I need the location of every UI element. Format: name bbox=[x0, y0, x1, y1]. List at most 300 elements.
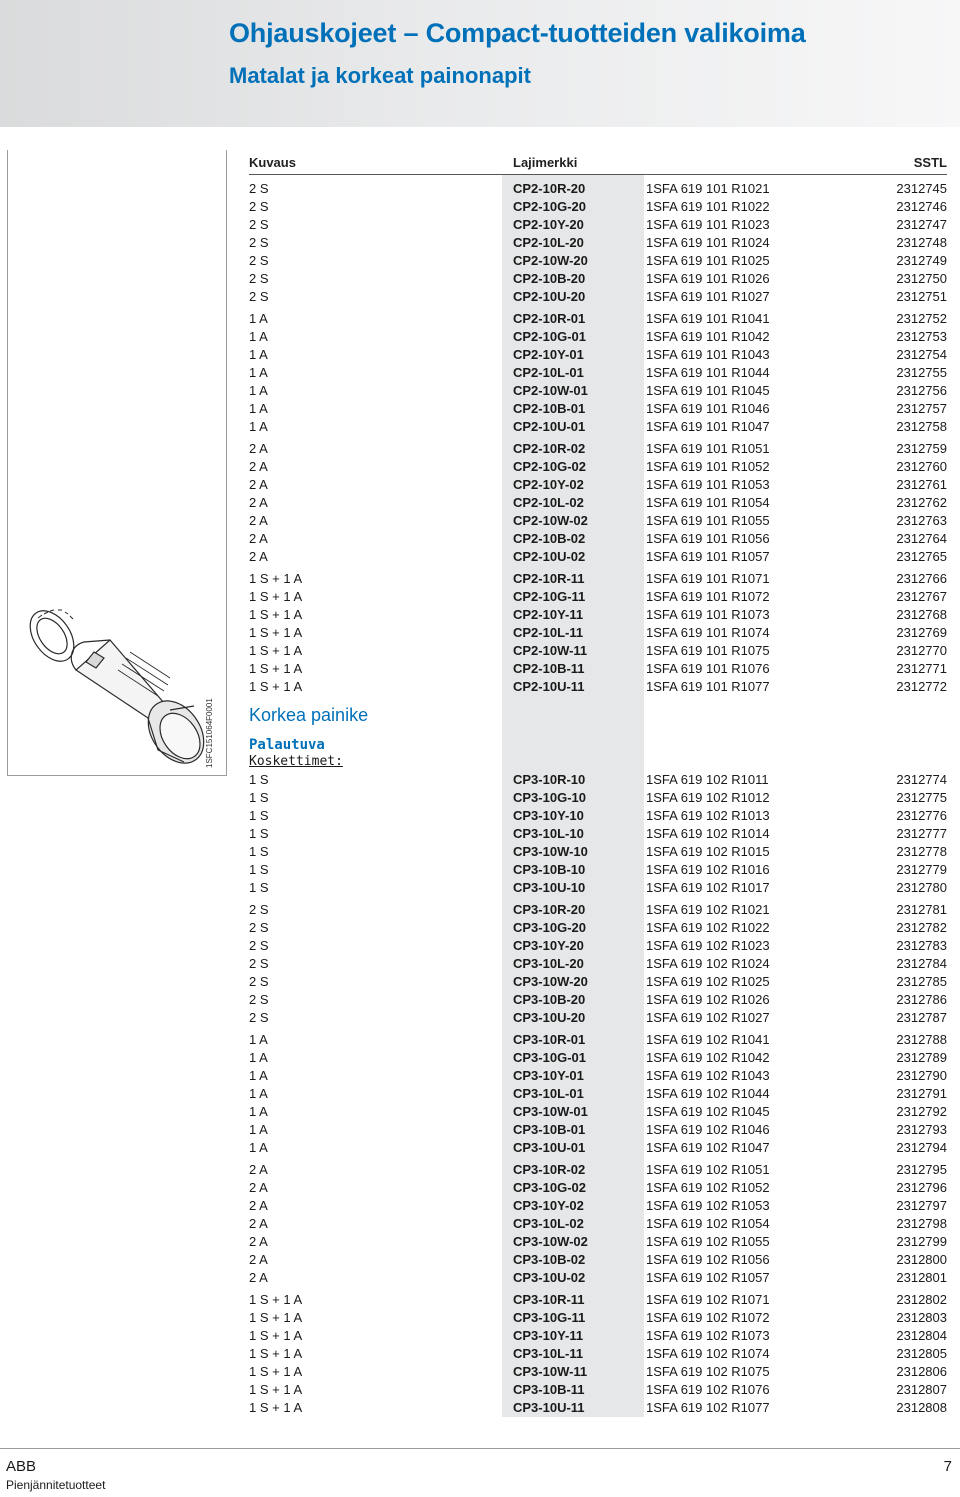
row-sstl-number: 2312748 bbox=[896, 235, 947, 250]
table-row bbox=[249, 1233, 947, 1251]
table-row bbox=[249, 678, 947, 696]
row-order-code: 1SFA 619 102 R1047 bbox=[646, 1140, 770, 1155]
row-type-code: CP2-10Y-02 bbox=[513, 477, 584, 492]
row-sstl-number: 2312749 bbox=[896, 253, 947, 268]
row-type-code: CP2-10Y-11 bbox=[513, 607, 584, 622]
table-row bbox=[249, 1009, 947, 1027]
table-row bbox=[249, 548, 947, 566]
row-description: 1 A bbox=[249, 1140, 268, 1155]
row-type-code: CP3-10G-02 bbox=[513, 1180, 586, 1195]
row-order-code: 1SFA 619 102 R1016 bbox=[646, 862, 770, 877]
row-type-code: CP2-10G-11 bbox=[513, 589, 586, 604]
row-type-code: CP3-10U-02 bbox=[513, 1270, 586, 1285]
row-type-code: CP3-10U-11 bbox=[513, 1400, 585, 1415]
table-row bbox=[249, 1215, 947, 1233]
table-row bbox=[249, 1179, 947, 1197]
row-order-code: 1SFA 619 102 R1043 bbox=[646, 1068, 770, 1083]
row-sstl-number: 2312764 bbox=[896, 531, 947, 546]
row-description: 2 S bbox=[249, 974, 269, 989]
row-description: 2 S bbox=[249, 1010, 269, 1025]
row-sstl-number: 2312765 bbox=[896, 549, 947, 564]
table-row bbox=[249, 843, 947, 861]
row-description: 2 A bbox=[249, 549, 268, 564]
table-row bbox=[249, 955, 947, 973]
table-row bbox=[249, 1103, 947, 1121]
row-sstl-number: 2312769 bbox=[896, 625, 947, 640]
row-sstl-number: 2312792 bbox=[896, 1104, 947, 1119]
table-row bbox=[249, 1067, 947, 1085]
row-description: 1 A bbox=[249, 1050, 268, 1065]
row-type-code: CP3-10Y-11 bbox=[513, 1328, 584, 1343]
table-row bbox=[249, 1269, 947, 1287]
row-type-code: CP2-10B-11 bbox=[513, 661, 585, 676]
row-description: 2 A bbox=[249, 477, 268, 492]
row-description: 1 S + 1 A bbox=[249, 625, 303, 640]
row-type-code: CP3-10G-20 bbox=[513, 920, 586, 935]
row-order-code: 1SFA 619 101 R1046 bbox=[646, 401, 770, 416]
row-description: 2 A bbox=[249, 531, 268, 546]
row-description: 2 S bbox=[249, 920, 269, 935]
row-description: 1 S + 1 A bbox=[249, 1346, 303, 1361]
table-row bbox=[249, 1381, 947, 1399]
table-row bbox=[249, 1327, 947, 1345]
row-sstl-number: 2312772 bbox=[896, 679, 947, 694]
row-order-code: 1SFA 619 102 R1014 bbox=[646, 826, 770, 841]
row-order-code: 1SFA 619 101 R1076 bbox=[646, 661, 770, 676]
row-type-code: CP3-10B-01 bbox=[513, 1122, 586, 1137]
row-sstl-number: 2312756 bbox=[896, 383, 947, 398]
contacts-label: Koskettimet: bbox=[249, 754, 343, 769]
row-description: 2 A bbox=[249, 459, 268, 474]
row-order-code: 1SFA 619 101 R1055 bbox=[646, 513, 770, 528]
table-row bbox=[249, 1399, 947, 1417]
row-type-code: CP2-10B-02 bbox=[513, 531, 586, 546]
row-type-code: CP3-10B-11 bbox=[513, 1382, 585, 1397]
table-row bbox=[249, 879, 947, 897]
row-sstl-number: 2312783 bbox=[896, 938, 947, 953]
row-order-code: 1SFA 619 101 R1027 bbox=[646, 289, 770, 304]
row-type-code: CP2-10L-20 bbox=[513, 235, 584, 250]
column-header-kuvaus: Kuvaus bbox=[249, 155, 296, 170]
table-row bbox=[249, 328, 947, 346]
row-type-code: CP2-10U-11 bbox=[513, 679, 585, 694]
row-description: 1 A bbox=[249, 1122, 268, 1137]
row-description: 1 A bbox=[249, 419, 268, 434]
row-sstl-number: 2312747 bbox=[896, 217, 947, 232]
row-sstl-number: 2312759 bbox=[896, 441, 947, 456]
header-divider bbox=[249, 174, 947, 175]
row-description: 1 S + 1 A bbox=[249, 1364, 303, 1379]
row-description: 1 S + 1 A bbox=[249, 661, 303, 676]
row-type-code: CP2-10G-20 bbox=[513, 199, 586, 214]
row-description: 1 A bbox=[249, 1032, 268, 1047]
row-description: 2 S bbox=[249, 253, 269, 268]
row-type-code: CP3-10W-02 bbox=[513, 1234, 588, 1249]
footer-divider bbox=[0, 1448, 960, 1449]
table-row bbox=[249, 216, 947, 234]
row-sstl-number: 2312780 bbox=[896, 880, 947, 895]
row-sstl-number: 2312790 bbox=[896, 1068, 947, 1083]
row-description: 1 A bbox=[249, 1068, 268, 1083]
row-description: 2 S bbox=[249, 956, 269, 971]
row-sstl-number: 2312767 bbox=[896, 589, 947, 604]
row-description: 1 A bbox=[249, 1104, 268, 1119]
row-order-code: 1SFA 619 101 R1042 bbox=[646, 329, 770, 344]
row-type-code: CP2-10U-01 bbox=[513, 419, 586, 434]
row-order-code: 1SFA 619 102 R1011 bbox=[646, 772, 769, 787]
table-row bbox=[249, 1139, 947, 1157]
row-type-code: CP2-10R-02 bbox=[513, 441, 586, 456]
row-sstl-number: 2312771 bbox=[896, 661, 947, 676]
row-sstl-number: 2312801 bbox=[896, 1270, 947, 1285]
row-type-code: CP3-10W-11 bbox=[513, 1364, 588, 1379]
row-sstl-number: 2312746 bbox=[896, 199, 947, 214]
row-type-code: CP2-10R-20 bbox=[513, 181, 586, 196]
row-sstl-number: 2312760 bbox=[896, 459, 947, 474]
row-sstl-number: 2312768 bbox=[896, 607, 947, 622]
row-description: 1 S + 1 A bbox=[249, 589, 303, 604]
image-code: 1SFC151064F0001 bbox=[205, 698, 214, 768]
row-description: 2 A bbox=[249, 495, 268, 510]
row-description: 1 S bbox=[249, 772, 269, 787]
row-sstl-number: 2312794 bbox=[896, 1140, 947, 1155]
table-row bbox=[249, 991, 947, 1009]
row-description: 2 S bbox=[249, 181, 269, 196]
row-order-code: 1SFA 619 102 R1075 bbox=[646, 1364, 770, 1379]
row-type-code: CP3-10B-10 bbox=[513, 862, 586, 877]
row-sstl-number: 2312774 bbox=[896, 772, 947, 787]
table-row bbox=[249, 588, 947, 606]
row-type-code: CP3-10R-11 bbox=[513, 1292, 585, 1307]
row-description: 2 S bbox=[249, 992, 269, 1007]
row-description: 1 S + 1 A bbox=[249, 1382, 303, 1397]
row-sstl-number: 2312784 bbox=[896, 956, 947, 971]
row-order-code: 1SFA 619 101 R1057 bbox=[646, 549, 770, 564]
row-order-code: 1SFA 619 102 R1052 bbox=[646, 1180, 770, 1195]
row-order-code: 1SFA 619 102 R1012 bbox=[646, 790, 770, 805]
row-type-code: CP3-10L-02 bbox=[513, 1216, 584, 1231]
row-description: 2 A bbox=[249, 1198, 268, 1213]
row-description: 1 A bbox=[249, 383, 268, 398]
table-row bbox=[249, 476, 947, 494]
row-order-code: 1SFA 619 102 R1021 bbox=[646, 902, 770, 917]
row-sstl-number: 2312766 bbox=[896, 571, 947, 586]
row-type-code: CP3-10Y-02 bbox=[513, 1198, 584, 1213]
row-sstl-number: 2312793 bbox=[896, 1122, 947, 1137]
row-sstl-number: 2312787 bbox=[896, 1010, 947, 1025]
row-description: 2 A bbox=[249, 1234, 268, 1249]
row-sstl-number: 2312754 bbox=[896, 347, 947, 362]
table-row bbox=[249, 234, 947, 252]
row-type-code: CP2-10G-02 bbox=[513, 459, 586, 474]
row-sstl-number: 2312799 bbox=[896, 1234, 947, 1249]
table-row bbox=[249, 1121, 947, 1139]
row-sstl-number: 2312804 bbox=[896, 1328, 947, 1343]
row-sstl-number: 2312789 bbox=[896, 1050, 947, 1065]
row-sstl-number: 2312802 bbox=[896, 1292, 947, 1307]
row-order-code: 1SFA 619 102 R1024 bbox=[646, 956, 770, 971]
row-sstl-number: 2312758 bbox=[896, 419, 947, 434]
row-description: 1 S + 1 A bbox=[249, 679, 303, 694]
row-sstl-number: 2312762 bbox=[896, 495, 947, 510]
table-row bbox=[249, 1291, 947, 1309]
row-order-code: 1SFA 619 102 R1023 bbox=[646, 938, 770, 953]
row-description: 1 S bbox=[249, 844, 269, 859]
row-description: 2 S bbox=[249, 199, 269, 214]
table-row bbox=[249, 270, 947, 288]
row-description: 1 S + 1 A bbox=[249, 1292, 303, 1307]
row-order-code: 1SFA 619 102 R1077 bbox=[646, 1400, 770, 1415]
row-description: 2 S bbox=[249, 902, 269, 917]
row-sstl-number: 2312777 bbox=[896, 826, 947, 841]
table-row bbox=[249, 364, 947, 382]
column-header-sstl: SSTL bbox=[913, 155, 947, 170]
row-type-code: CP2-10G-01 bbox=[513, 329, 586, 344]
row-type-code: CP2-10W-20 bbox=[513, 253, 588, 268]
row-type-code: CP3-10Y-01 bbox=[513, 1068, 584, 1083]
row-sstl-number: 2312807 bbox=[896, 1382, 947, 1397]
row-order-code: 1SFA 619 102 R1053 bbox=[646, 1198, 770, 1213]
page-title: Ohjauskojeet – Compact-tuotteiden valikoima bbox=[229, 18, 806, 48]
row-type-code: CP2-10R-11 bbox=[513, 571, 585, 586]
row-type-code: CP3-10W-20 bbox=[513, 974, 588, 989]
row-order-code: 1SFA 619 101 R1077 bbox=[646, 679, 770, 694]
row-order-code: 1SFA 619 101 R1024 bbox=[646, 235, 770, 250]
table-row bbox=[249, 346, 947, 364]
row-order-code: 1SFA 619 101 R1044 bbox=[646, 365, 770, 380]
table-row bbox=[249, 919, 947, 937]
row-sstl-number: 2312755 bbox=[896, 365, 947, 380]
row-description: 2 S bbox=[249, 289, 269, 304]
row-order-code: 1SFA 619 102 R1071 bbox=[646, 1292, 770, 1307]
table-row bbox=[249, 1161, 947, 1179]
row-type-code: CP3-10B-20 bbox=[513, 992, 586, 1007]
row-description: 1 A bbox=[249, 1086, 268, 1101]
table-row bbox=[249, 1049, 947, 1067]
table-row bbox=[249, 1031, 947, 1049]
row-sstl-number: 2312745 bbox=[896, 181, 947, 196]
row-order-code: 1SFA 619 102 R1017 bbox=[646, 880, 770, 895]
row-description: 1 S bbox=[249, 862, 269, 877]
row-type-code: CP3-10G-11 bbox=[513, 1310, 586, 1325]
row-description: 1 A bbox=[249, 311, 268, 326]
row-type-code: CP2-10L-01 bbox=[513, 365, 584, 380]
row-order-code: 1SFA 619 101 R1022 bbox=[646, 199, 770, 214]
table-row bbox=[249, 458, 947, 476]
table-row bbox=[249, 382, 947, 400]
row-description: 1 S bbox=[249, 808, 269, 823]
row-sstl-number: 2312776 bbox=[896, 808, 947, 823]
row-type-code: CP2-10U-02 bbox=[513, 549, 586, 564]
pushbutton-illustration-icon bbox=[8, 150, 228, 776]
row-description: 1 A bbox=[249, 347, 268, 362]
row-sstl-number: 2312795 bbox=[896, 1162, 947, 1177]
row-sstl-number: 2312800 bbox=[896, 1252, 947, 1267]
row-order-code: 1SFA 619 102 R1072 bbox=[646, 1310, 770, 1325]
row-sstl-number: 2312775 bbox=[896, 790, 947, 805]
table-row bbox=[249, 789, 947, 807]
row-order-code: 1SFA 619 101 R1051 bbox=[646, 441, 770, 456]
row-type-code: CP3-10R-02 bbox=[513, 1162, 586, 1177]
table-row bbox=[249, 901, 947, 919]
table-row bbox=[249, 418, 947, 436]
row-type-code: CP3-10R-10 bbox=[513, 772, 586, 787]
table-row bbox=[249, 660, 947, 678]
row-order-code: 1SFA 619 101 R1056 bbox=[646, 531, 770, 546]
row-order-code: 1SFA 619 102 R1056 bbox=[646, 1252, 770, 1267]
row-description: 2 S bbox=[249, 217, 269, 232]
table-row bbox=[249, 624, 947, 642]
table-row bbox=[249, 1251, 947, 1269]
table-row bbox=[249, 512, 947, 530]
row-order-code: 1SFA 619 101 R1074 bbox=[646, 625, 770, 640]
row-order-code: 1SFA 619 101 R1072 bbox=[646, 589, 770, 604]
row-sstl-number: 2312791 bbox=[896, 1086, 947, 1101]
row-type-code: CP3-10R-01 bbox=[513, 1032, 586, 1047]
row-order-code: 1SFA 619 102 R1057 bbox=[646, 1270, 770, 1285]
row-description: 2 A bbox=[249, 513, 268, 528]
section-subtitle: Palautuva bbox=[249, 737, 325, 753]
row-type-code: CP3-10Y-10 bbox=[513, 808, 584, 823]
row-order-code: 1SFA 619 101 R1054 bbox=[646, 495, 770, 510]
row-order-code: 1SFA 619 102 R1013 bbox=[646, 808, 770, 823]
row-order-code: 1SFA 619 101 R1045 bbox=[646, 383, 770, 398]
row-order-code: 1SFA 619 101 R1073 bbox=[646, 607, 770, 622]
row-type-code: CP2-10U-20 bbox=[513, 289, 586, 304]
row-sstl-number: 2312751 bbox=[896, 289, 947, 304]
row-description: 1 S + 1 A bbox=[249, 607, 303, 622]
row-order-code: 1SFA 619 102 R1055 bbox=[646, 1234, 770, 1249]
row-sstl-number: 2312786 bbox=[896, 992, 947, 1007]
row-type-code: CP2-10Y-01 bbox=[513, 347, 584, 362]
footer-subtitle: Pienjännitetuotteet bbox=[6, 1478, 106, 1492]
row-order-code: 1SFA 619 102 R1027 bbox=[646, 1010, 770, 1025]
row-sstl-number: 2312770 bbox=[896, 643, 947, 658]
row-type-code: CP2-10W-02 bbox=[513, 513, 588, 528]
page-subtitle: Matalat ja korkeat painonapit bbox=[229, 63, 531, 88]
page-number: 7 bbox=[943, 1458, 952, 1475]
table-row bbox=[249, 1197, 947, 1215]
row-description: 2 A bbox=[249, 1252, 268, 1267]
row-sstl-number: 2312753 bbox=[896, 329, 947, 344]
table-row bbox=[249, 1309, 947, 1327]
row-sstl-number: 2312752 bbox=[896, 311, 947, 326]
row-description: 1 A bbox=[249, 401, 268, 416]
row-order-code: 1SFA 619 101 R1071 bbox=[646, 571, 770, 586]
row-order-code: 1SFA 619 102 R1073 bbox=[646, 1328, 770, 1343]
table-row bbox=[249, 1345, 947, 1363]
row-order-code: 1SFA 619 102 R1042 bbox=[646, 1050, 770, 1065]
table-row bbox=[249, 606, 947, 624]
row-sstl-number: 2312797 bbox=[896, 1198, 947, 1213]
row-type-code: CP2-10L-02 bbox=[513, 495, 584, 510]
row-type-code: CP3-10L-11 bbox=[513, 1346, 584, 1361]
row-description: 1 S bbox=[249, 880, 269, 895]
table-row bbox=[249, 973, 947, 991]
row-type-code: CP2-10Y-20 bbox=[513, 217, 584, 232]
row-order-code: 1SFA 619 101 R1043 bbox=[646, 347, 770, 362]
row-description: 1 S + 1 A bbox=[249, 643, 303, 658]
table-row bbox=[249, 494, 947, 512]
row-type-code: CP2-10W-11 bbox=[513, 643, 588, 658]
row-sstl-number: 2312763 bbox=[896, 513, 947, 528]
row-sstl-number: 2312778 bbox=[896, 844, 947, 859]
row-description: 2 A bbox=[249, 1180, 268, 1195]
row-description: 1 A bbox=[249, 365, 268, 380]
row-type-code: CP2-10B-20 bbox=[513, 271, 586, 286]
row-description: 2 A bbox=[249, 1216, 268, 1231]
table-row bbox=[249, 252, 947, 270]
row-sstl-number: 2312761 bbox=[896, 477, 947, 492]
table-row bbox=[249, 310, 947, 328]
row-order-code: 1SFA 619 101 R1052 bbox=[646, 459, 770, 474]
row-description: 2 S bbox=[249, 938, 269, 953]
row-description: 1 S + 1 A bbox=[249, 1310, 303, 1325]
row-type-code: CP2-10R-01 bbox=[513, 311, 586, 326]
table-row bbox=[249, 180, 947, 198]
table-row bbox=[249, 440, 947, 458]
row-order-code: 1SFA 619 101 R1047 bbox=[646, 419, 770, 434]
row-description: 2 A bbox=[249, 1270, 268, 1285]
row-type-code: CP3-10L-10 bbox=[513, 826, 584, 841]
row-sstl-number: 2312788 bbox=[896, 1032, 947, 1047]
row-description: 1 S + 1 A bbox=[249, 571, 303, 586]
table-row bbox=[249, 1363, 947, 1381]
table-row bbox=[249, 861, 947, 879]
row-sstl-number: 2312781 bbox=[896, 902, 947, 917]
row-type-code: CP3-10W-10 bbox=[513, 844, 588, 859]
table-row bbox=[249, 530, 947, 548]
row-type-code: CP3-10G-01 bbox=[513, 1050, 586, 1065]
table-row bbox=[249, 807, 947, 825]
row-sstl-number: 2312796 bbox=[896, 1180, 947, 1195]
row-order-code: 1SFA 619 102 R1074 bbox=[646, 1346, 770, 1361]
row-order-code: 1SFA 619 101 R1026 bbox=[646, 271, 770, 286]
row-type-code: CP3-10W-01 bbox=[513, 1104, 588, 1119]
row-type-code: CP3-10U-20 bbox=[513, 1010, 586, 1025]
row-sstl-number: 2312785 bbox=[896, 974, 947, 989]
row-type-code: CP3-10R-20 bbox=[513, 902, 586, 917]
row-type-code: CP3-10L-20 bbox=[513, 956, 584, 971]
row-order-code: 1SFA 619 102 R1025 bbox=[646, 974, 770, 989]
row-sstl-number: 2312779 bbox=[896, 862, 947, 877]
table-row bbox=[249, 570, 947, 588]
row-type-code: CP3-10G-10 bbox=[513, 790, 586, 805]
row-order-code: 1SFA 619 101 R1023 bbox=[646, 217, 770, 232]
row-order-code: 1SFA 619 102 R1026 bbox=[646, 992, 770, 1007]
row-sstl-number: 2312803 bbox=[896, 1310, 947, 1325]
row-description: 1 S bbox=[249, 790, 269, 805]
table-row bbox=[249, 1085, 947, 1103]
table-row bbox=[249, 937, 947, 955]
row-sstl-number: 2312750 bbox=[896, 271, 947, 286]
row-order-code: 1SFA 619 102 R1015 bbox=[646, 844, 770, 859]
row-order-code: 1SFA 619 102 R1046 bbox=[646, 1122, 770, 1137]
row-description: 2 S bbox=[249, 271, 269, 286]
table-row bbox=[249, 288, 947, 306]
row-sstl-number: 2312806 bbox=[896, 1364, 947, 1379]
row-description: 2 S bbox=[249, 235, 269, 250]
table-row bbox=[249, 642, 947, 660]
row-sstl-number: 2312805 bbox=[896, 1346, 947, 1361]
row-order-code: 1SFA 619 102 R1022 bbox=[646, 920, 770, 935]
footer-brand: ABB bbox=[6, 1458, 37, 1475]
row-order-code: 1SFA 619 101 R1053 bbox=[646, 477, 770, 492]
row-type-code: CP3-10B-02 bbox=[513, 1252, 586, 1267]
row-type-code: CP3-10L-01 bbox=[513, 1086, 584, 1101]
row-type-code: CP2-10W-01 bbox=[513, 383, 588, 398]
row-order-code: 1SFA 619 102 R1051 bbox=[646, 1162, 770, 1177]
